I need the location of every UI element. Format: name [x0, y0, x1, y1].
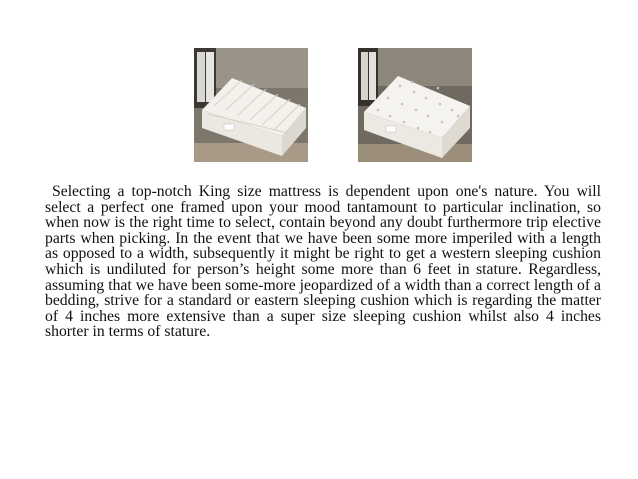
article-paragraph: Selecting a top-notch King size mattress is dependent upon one's nature. You will select a perfect one framed upon your mood tantamount to particular inclination, so when now is the right time to select, contain beyond any doubt furthermore trip elective parts when picking. In the event that we have been some more imperiled with a length as opposed to a width, subsequently it might be right to get a western sleeping cushion which is undiluted for person’s height some more than 6 feet in stature. Regardless, assuming that we have been some-more jeopardized of a width than a correct length of a bedding, strive for a standard or eastern sleeping cushion which is regarding the matter of 4 inches more extensive than a super size sleeping cushion whilst also 4 inches shorter in terms of stature. [45, 183, 601, 341]
quilted-mattress-photo [194, 48, 308, 162]
tufted-mattress-photo [358, 48, 472, 162]
